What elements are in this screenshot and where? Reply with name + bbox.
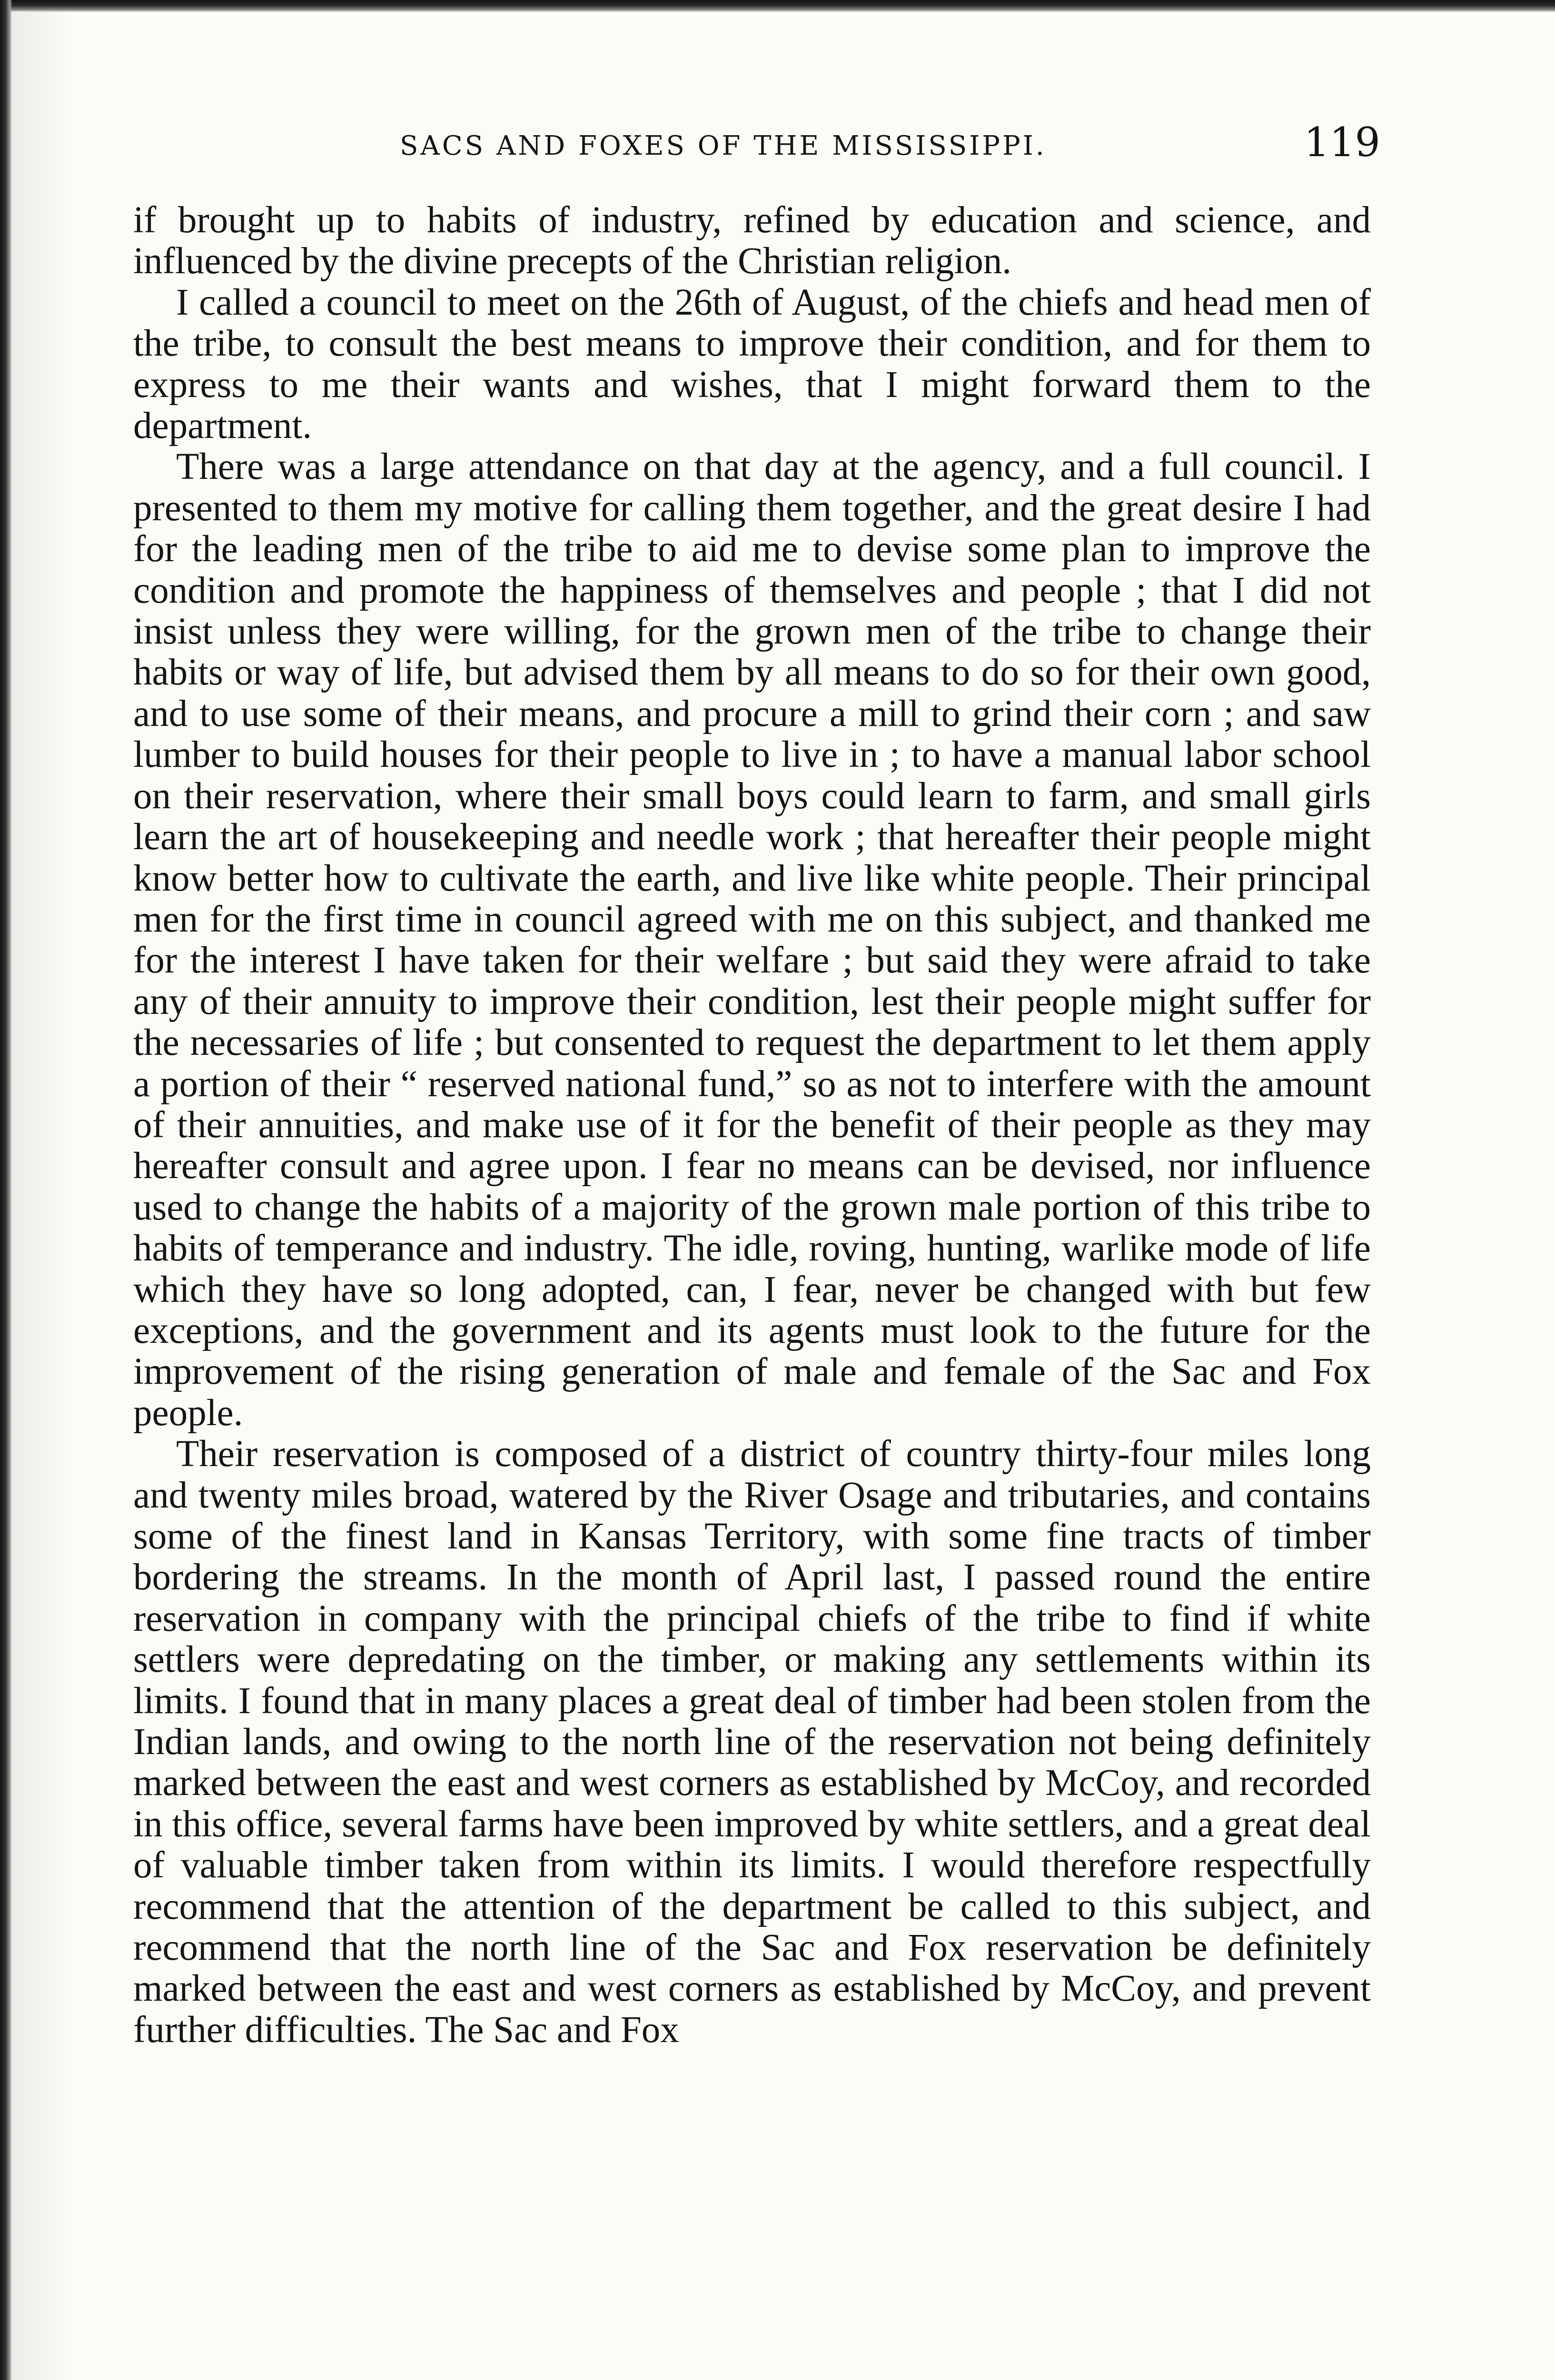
running-title: SACS AND FOXES OF THE MISSISSIPPI.: [400, 130, 1047, 161]
scan-edge-left: [0, 0, 12, 2380]
paragraph-council-call: I called a council to meet on the 26th of August, of the chiefs and head men of the tribe, to consult the best means to improve their condition, and for them to express to me their wants and wishes, that I might forward them to the department.: [133, 281, 1371, 447]
gutter-shadow: [12, 12, 69, 2380]
paragraph-council-meeting: There was a large attendance on that day at the agency, and a full council. I presented to them my motive for calling them together, and the great desire I had for the leading men of the tribe to aid me to devise some plan to improve the condition and promote the happiness of themselves and people ; that I did not insist unless they were willing, for the grown men of the tribe to change their habits or way of life, but advised them by all means to do so for their own good, and to use some of their means, and procure a mill to grind their corn ; and saw lumber to build houses for their people to live in ; to have a manual labor school on their reservation, where their small boys could learn to farm, and small girls learn the art of housekeeping and needle work ; that hereafter their people might know better how to cultivate the earth, and live like white people. Their principal men for the first time in council agreed with me on this subject, and thanked me for the interest I have taken for their welfare ; but said they were afraid to take any of their annuity to improve their condition, lest their people might suffer for the necessaries of life ; but consented to request the department to let them apply a portion of their “ reserved national fund,” so as not to interfere with the amount of their annuities, and make use of it for the benefit of their people as they may hereafter consult and agree upon. I fear no means can be devised, nor influence used to change the habits of a majority of the grown male portion of this tribe to habits of temperance and industry. The idle, roving, hunting, warlike mode of life which they have so long adopted, can, I fear, never be changed with but few exceptions, and the government and its agents must look to the future for the improvement of the rising generation of male and female of the Sac and Fox people.: [133, 446, 1371, 1434]
body-text: [133, 200, 1371, 2051]
paragraph-continuation: if brought up to habits of industry, refined by education and science, and influenced by the divine precepts of the Christian religion.: [133, 199, 1371, 282]
page-number: 119: [1304, 119, 1380, 166]
running-head: [129, 119, 1380, 176]
scan-edge-top: [0, 0, 1555, 12]
paragraph-reservation: Their reservation is composed of a district of country thirty-four miles long and twenty miles broad, watered by the River Osage and tributaries, and contains some of the finest land in Kansas Territory, with some fine tracts of timber bordering the streams. In the month of April last, I passed round the entire reservation in company with the principal chiefs of the tribe to find if white settlers were depredating on the timber, or making any settlements within its limits. I found that in many places a great deal of timber had been stolen from the Indian lands, and owing to the north line of the reservation not being definitely marked between the east and west corners as established by McCoy, and recorded in this office, several farms have been improved by white settlers, and a great deal of valuable timber taken from within its limits. I would therefore respectfully recommend that the attention of the department be called to this subject, and recommend that the north line of the Sac and Fox reservation be definitely marked between the east and west corners as established by McCoy, and prevent further difficulties. The Sac and Fox: [133, 1433, 1371, 2051]
